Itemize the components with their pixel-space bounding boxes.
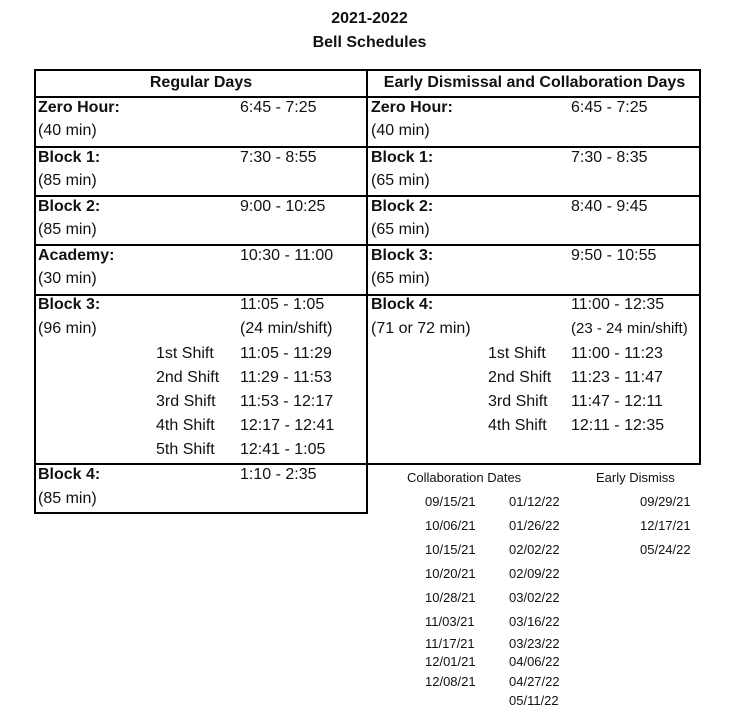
early-block-duration: (71 or 72 min) bbox=[371, 320, 471, 337]
shift-label: 1st Shift bbox=[156, 345, 214, 362]
regular-block-duration: (85 min) bbox=[38, 490, 97, 507]
shift-time: 11:29 - 11:53 bbox=[240, 369, 332, 386]
shift-label: 1st Shift bbox=[488, 345, 546, 362]
collaboration-date: 01/26/22 bbox=[509, 518, 560, 533]
collaboration-date: 04/27/22 bbox=[509, 674, 560, 689]
regular-block-duration: (85 min) bbox=[38, 172, 97, 189]
regular-block-time: 9:00 - 10:25 bbox=[240, 198, 326, 215]
regular-block-name: Block 3: bbox=[38, 296, 101, 313]
regular-block-duration: (85 min) bbox=[38, 221, 97, 238]
early-block-time: 11:00 - 12:35 bbox=[571, 296, 665, 313]
regular-block-name: Block 4: bbox=[38, 466, 101, 483]
shift-note: (24 min/shift) bbox=[240, 320, 333, 337]
early-block-duration: (65 min) bbox=[371, 221, 430, 238]
early-block-name: Block 1: bbox=[371, 149, 434, 166]
shift-time: 12:17 - 12:41 bbox=[240, 417, 335, 434]
regular-block-time: 6:45 - 7:25 bbox=[240, 99, 317, 116]
row-divider bbox=[34, 244, 701, 246]
shift-label: 3rd Shift bbox=[488, 393, 548, 410]
shift-time: 12:11 - 12:35 bbox=[571, 417, 665, 434]
page-title: 2021-2022 bbox=[331, 10, 408, 27]
regular-block-time: 1:10 - 2:35 bbox=[240, 466, 317, 483]
regular-block-duration: (96 min) bbox=[38, 320, 97, 337]
column-divider bbox=[366, 69, 368, 296]
early-block-name: Block 3: bbox=[371, 247, 434, 264]
regular-block-time: 7:30 - 8:55 bbox=[240, 149, 317, 166]
collaboration-date: 04/06/22 bbox=[509, 654, 560, 669]
regular-block-name: Block 2: bbox=[38, 198, 101, 215]
collaboration-date: 10/20/21 bbox=[425, 566, 476, 581]
regular-block-name: Zero Hour: bbox=[38, 99, 120, 116]
collaboration-date: 11/03/21 bbox=[425, 614, 475, 629]
early-block-name: Block 4: bbox=[371, 296, 434, 313]
early-block-time: 7:30 - 8:35 bbox=[571, 149, 648, 166]
regular-block-name: Academy: bbox=[38, 247, 115, 264]
collaboration-date: 02/02/22 bbox=[509, 542, 560, 557]
collaboration-date: 12/01/21 bbox=[425, 654, 476, 669]
collaboration-date: 09/15/21 bbox=[425, 494, 476, 509]
shift-time: 11:00 - 11:23 bbox=[571, 345, 663, 362]
row-divider bbox=[34, 195, 701, 197]
shift-label: 3rd Shift bbox=[156, 393, 216, 410]
shift-time: 11:53 - 12:17 bbox=[240, 393, 334, 410]
collaboration-date: 03/23/22 bbox=[509, 636, 560, 651]
early-block-name: Zero Hour: bbox=[371, 99, 453, 116]
early-block-time: 8:40 - 9:45 bbox=[571, 198, 648, 215]
collaboration-date: 03/02/22 bbox=[509, 590, 560, 605]
shift-label: 2nd Shift bbox=[488, 369, 552, 386]
early-dismiss-date: 05/24/22 bbox=[640, 542, 691, 557]
collaboration-date: 10/28/21 bbox=[425, 590, 476, 605]
collaboration-date: 10/15/21 bbox=[425, 542, 476, 557]
shift-time: 11:23 - 11:47 bbox=[571, 369, 663, 386]
early-dismiss-date: 09/29/21 bbox=[640, 494, 691, 509]
row-divider bbox=[34, 146, 701, 148]
regular-block-time: 11:05 - 1:05 bbox=[240, 296, 325, 313]
regular-block-name: Block 1: bbox=[38, 149, 101, 166]
shift-time: 11:05 - 11:29 bbox=[240, 345, 332, 362]
early-days-header: Early Dismissal and Collaboration Days bbox=[383, 74, 686, 91]
regular-block-duration: (30 min) bbox=[38, 270, 97, 287]
collaboration-date: 02/09/22 bbox=[509, 566, 560, 581]
collaboration-date: 10/06/21 bbox=[425, 518, 476, 533]
regular-block-time: 10:30 - 11:00 bbox=[240, 247, 334, 264]
early-dismiss-date: 12/17/21 bbox=[640, 518, 691, 533]
collaboration-date: 11/17/21 bbox=[425, 636, 475, 651]
header-divider bbox=[34, 96, 701, 98]
collaboration-date: 01/12/22 bbox=[509, 494, 560, 509]
shift-label: 5th Shift bbox=[156, 441, 215, 458]
early-block-duration: (65 min) bbox=[371, 270, 430, 287]
early-block-time: 9:50 - 10:55 bbox=[571, 247, 657, 264]
shift-label: 4th Shift bbox=[156, 417, 215, 434]
shift-time: 11:47 - 12:11 bbox=[571, 393, 663, 410]
shift-note: (23 - 24 min/shift) bbox=[571, 320, 688, 337]
collaboration-date: 05/11/22 bbox=[509, 693, 559, 708]
regular-block-duration: (40 min) bbox=[38, 122, 97, 139]
collaboration-date: 12/08/21 bbox=[425, 674, 476, 689]
collaboration-dates-header: Collaboration Dates bbox=[407, 470, 522, 485]
shift-label: 4th Shift bbox=[488, 417, 547, 434]
shift-label: 2nd Shift bbox=[156, 369, 220, 386]
page-subtitle: Bell Schedules bbox=[312, 34, 427, 51]
shift-time: 12:41 - 1:05 bbox=[240, 441, 326, 458]
early-block-duration: (65 min) bbox=[371, 172, 430, 189]
early-block-name: Block 2: bbox=[371, 198, 434, 215]
collaboration-date: 03/16/22 bbox=[509, 614, 560, 629]
early-block-duration: (40 min) bbox=[371, 122, 430, 139]
early-block-time: 6:45 - 7:25 bbox=[571, 99, 648, 116]
regular-days-header: Regular Days bbox=[149, 74, 253, 91]
early-dismiss-header: Early Dismiss bbox=[596, 470, 675, 485]
